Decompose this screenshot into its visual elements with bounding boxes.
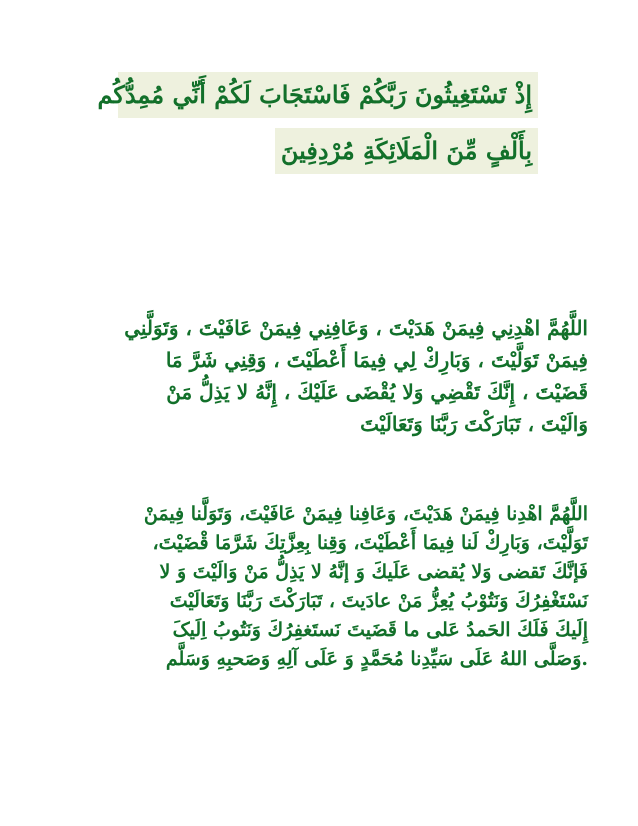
dua2-line-6: .وَصَلَّى اللهُ عَلَى سَيِّدِنا مُحَمَّدٍ وَ عَلَى آلِهِ وَصَحبِهِ وَسَلَّم <box>165 648 588 670</box>
dua1-line-3: قَضَيْتَ ، إِنَّكَ تَقْضِي وَلا يُقْضَى عَلَيْكَ ، إِنَّهُ لا يَذِلُّ مَنْ <box>166 380 588 404</box>
dua2-line-5: إِلَيكَ فَلَكَ الحَمدُ عَلى ما قَضَيتَ نَستَغفِرُكَ وَنَتُوبُ اِلَيکَ <box>172 619 588 641</box>
dua2-line-1: اللَّهُمَّ اهْدِنا فِيمَنْ هَدَيْتَ، وَعَافِنا فِيمَنْ عَافَيْتَ، وَتَوَلَّنا فِيمَنْ <box>143 503 588 525</box>
dua1-line-1: اللَّهُمَّ اهْدِنِي فِيمَنْ هَدَيْتَ ، وَعَافِنِي فِيمَنْ عَافَيْتَ ، وَتَوَلَّنِي <box>124 316 588 340</box>
quran-verse <box>97 72 538 184</box>
dua1-line-4: وَالَيْتَ ، تَبَارَكْتَ رَبَّنَا وَتَعَالَيْتَ <box>360 412 588 436</box>
verse-line-2: بِأَلْفٍ مِّنَ الْمَلَائِكَةِ مُرْدِفِينَ <box>275 128 538 174</box>
dua2-line-2: تَوَلَّيْتَ، وَبَارِكْ لَنا فِيمَا أَعْطَيْتَ، وَقِنا بِعِزَّتِكَ شَرَّمَا قْضَيْتَ، <box>152 532 588 554</box>
dua2-line-4: نَسْتَغْفِرُكَ وَنَتُوْبُ يُعِزُّ مَنْ عادَيتَ ، تَبَارَكْتَ رَبَّنَا وَتَعَالَيْتَ <box>169 590 588 612</box>
dua1-line-2: فِيمَنْ تَوَلَّيْتَ ، وَبَارِكْ لِي فِيمَا أَعْطَيْتَ ، وَقِنِي شَرَّ مَا <box>165 348 588 372</box>
verse-line-1: إِذْ تَسْتَغِيثُونَ رَبَّكُمْ فَاسْتَجَابَ لَكُمْ أَنِّي مُمِدُّكُم <box>118 72 538 118</box>
dua2-line-3: فَإنَّكَ تَقضى وَلا يُقضى عَلَيكَ وَ إنَّهُ لا يَذِلُّ مَنْ وَالَيْتَ وَ لا <box>159 561 588 583</box>
dua-qunut-singular <box>48 312 588 440</box>
dua-qunut-plural <box>48 500 588 674</box>
